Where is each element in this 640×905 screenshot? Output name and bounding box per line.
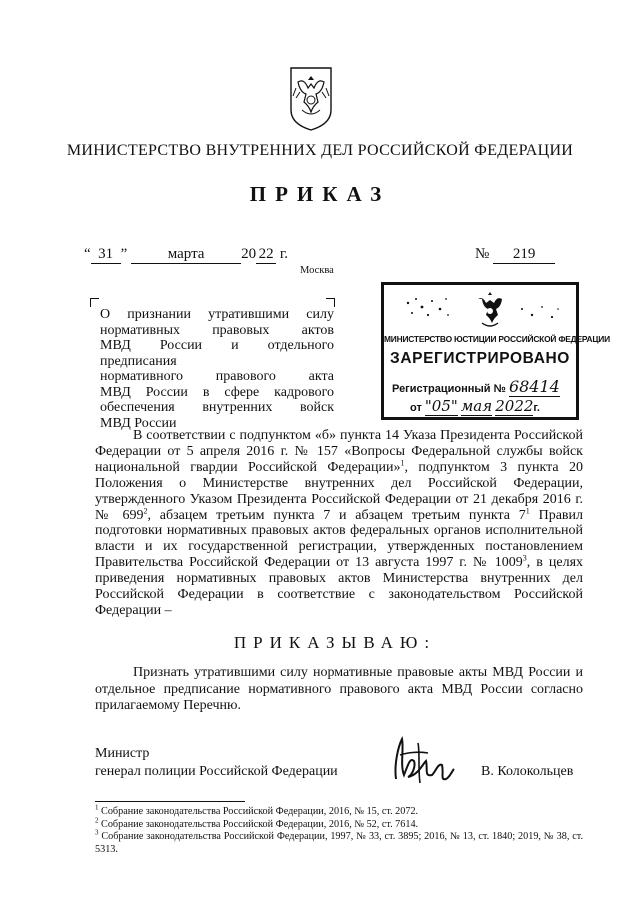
preamble-text: , в целях приведения нормативных правовых актов Министерства внутренних дел Российской Федерации в соответствие с законодательством Российской Федерации – (95, 555, 584, 618)
stamp-specks-icon (518, 303, 562, 323)
city-name: Москва (300, 265, 334, 276)
stamp-specks-icon (402, 295, 454, 321)
stamp-date-month: мая (460, 397, 493, 415)
preamble-text: Правил подготовки нормативных правовых актов федеральных органов исполнительной власти и их государственной регистрации, утвержденных постановлением Правительства Российской Федерации от 13 августа 1997 г. № 1009 (95, 507, 584, 571)
subject-line: МВД России в сфере кадрового (100, 384, 334, 400)
stamp-date-unit: г. (533, 402, 540, 414)
subject-line: МВД России и отдельного предписания (100, 338, 334, 369)
stamp-reg-label: Регистрационный № (392, 383, 506, 395)
date-year-unit: г. (279, 246, 289, 262)
point-superscript: 1 (525, 505, 530, 515)
order-date (84, 246, 288, 264)
subject-line: нормативного правового акта (100, 369, 334, 384)
preamble-text: , абзацем третьим пункта 7 и абзацем третьим пункта 7 (147, 507, 526, 523)
subject-line: обеспечения внутренних войск (100, 400, 334, 415)
registration-stamp (381, 282, 610, 420)
date-open-quote: “ (84, 246, 91, 262)
coat-of-arms-emblem-icon (288, 66, 334, 132)
stamp-reg-value: 68414 (508, 377, 560, 396)
signer-name: В. Колокольцев (481, 764, 574, 779)
footnote-item (95, 816, 583, 832)
stamp-organization: МИНИСТЕРСТВО ЮСТИЦИИ РОССИЙСКОЙ ФЕДЕРАЦИИ (384, 334, 610, 344)
stamp-registration-number (392, 377, 560, 396)
resolution-paragraph (95, 665, 583, 715)
date-year-suffix: 22 (256, 246, 276, 264)
footnote-mark: 1 (95, 803, 99, 812)
stamp-registered-label: ЗАРЕГИСТРИРОВАНО (390, 350, 570, 367)
resolution-text: Признать утратившими силу нормативные правовые акты МВД России и отдельное предписание нормативного правового акта МВД России согласно прилагаемому Перечню. (95, 665, 583, 713)
stamp-eagle-icon (473, 289, 507, 333)
number-sign: № (475, 246, 490, 262)
footnote-item (95, 803, 583, 819)
signer-position: Министр (95, 746, 150, 761)
footnote-ref[interactable]: 1 (400, 458, 405, 468)
footnote-mark: 3 (95, 828, 99, 837)
footnote-text: Собрание законодательства Российской Федерации, 1997, № 33, ст. 3895; 2016, № 13, ст. 1840; 2019, № 38, ст. 5313. (95, 831, 583, 855)
preamble-paragraph (95, 428, 583, 619)
date-year-prefix: 20 (241, 246, 257, 262)
footnotes (95, 803, 583, 856)
stamp-registration-date (410, 397, 540, 415)
number-value: 219 (493, 246, 555, 264)
stamp-date-day: "05" (424, 397, 458, 415)
footnote-ref[interactable]: 3 (522, 553, 527, 563)
footnote-ref[interactable]: 2 (143, 505, 148, 515)
order-number (475, 246, 555, 264)
date-month: марта (131, 246, 241, 264)
subject-bracket-right (326, 298, 335, 307)
document-type-title: ПРИКАЗ (249, 182, 391, 206)
footnote-item (95, 828, 583, 856)
footnote-text: Собрание законодательства Российской Федерации, 2016, № 15, ст. 2072. (98, 806, 419, 817)
ministry-name: МИНИСТЕРСТВО ВНУТРЕННИХ ДЕЛ РОССИЙСКОЙ ФЕДЕРАЦИИ (66, 142, 574, 159)
subject-line: нормативных правовых актов (100, 322, 334, 338)
footnote-mark: 2 (95, 816, 99, 825)
subject-line: МВД России (100, 415, 177, 431)
subject-line: О признании утратившими силу (100, 307, 334, 322)
stamp-date-year: 2022 (495, 397, 534, 415)
footnote-text: Собрание законодательства Российской Федерации, 2016, № 52, ст. 7614. (98, 818, 419, 830)
decree-word: ПРИКАЗЫВАЮ: (233, 633, 437, 652)
footnote-divider (95, 801, 245, 802)
stamp-date-prefix: от (410, 402, 422, 414)
date-close-quote: ” (120, 246, 128, 262)
signer-rank: генерал полиции Российской Федерации (95, 764, 338, 779)
preamble-text: В соответствии с подпунктом «б» пункта 14 Указа Президента Российской Федерации от 5 апреля 2016 г. № 157 «Вопросы Федеральной службы войск национальной гвардии Российской Федерации» (95, 428, 583, 475)
preamble-text: , подпунктом 3 пункта 20 Положения о Министерстве внутренних дел Российской Федерации, утвержденного Указом Президента Российской Федерации от 21 декабря 2016 г. № 699 (95, 459, 584, 523)
order-subject (100, 307, 334, 431)
handwritten-signature (388, 735, 458, 787)
date-day: 31 (91, 246, 121, 264)
subject-bracket-left (90, 298, 99, 307)
